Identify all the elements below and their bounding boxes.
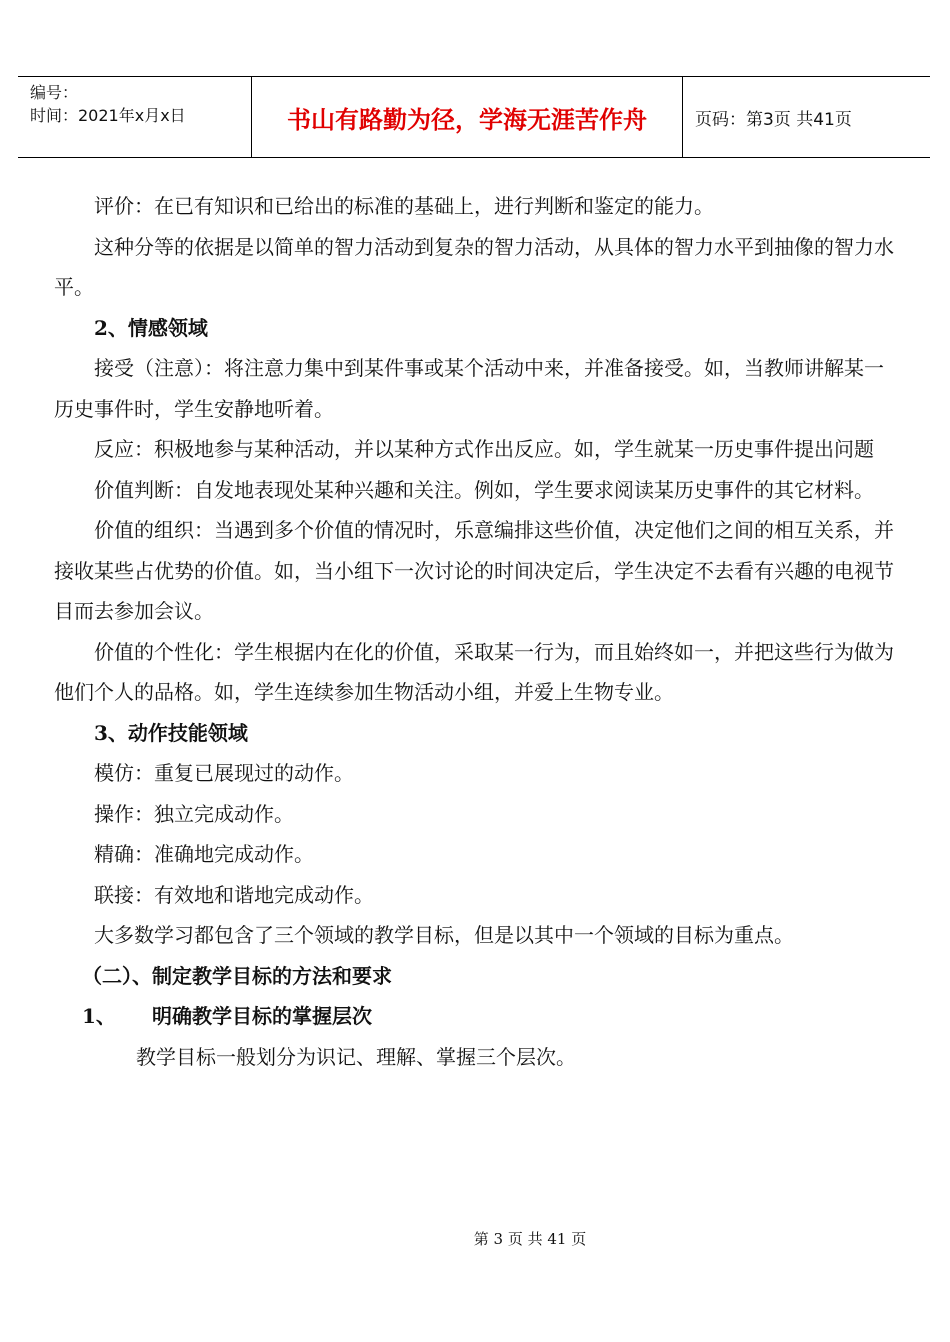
heading-affective-domain: 2、情感领域 [94,315,208,340]
paragraph-organization: 价值的组织：当遇到多个价值的情况时，乐意编排这些价值，决定他们之间的相互关系，并接收某些占优势的价值。如，当小组下一次讨论的时间决定后，学生决定不去看有兴趣的电视节目而去参加会议。 [54,518,894,623]
paragraph-manipulation: 操作：独立完成动作。 [94,801,294,826]
document-time-label: 时间：2021年x月x日 [30,106,186,125]
header-motto: 书山有路勤为径，学海无涯苦作舟 [252,77,683,157]
heading-section-two: （二）、制定教学目标的方法和要求 [82,963,392,988]
list-number: 1、 [82,1004,116,1028]
paragraph-summary: 大多数学习都包含了三个领域的教学目标，但是以其中一个领域的目标为重点。 [94,923,794,947]
document-body [54,186,896,1077]
paragraph-imitation: 模仿：重复已展现过的动作。 [94,761,354,785]
page-footer: 第 3 页 共 41 页 [473,1230,587,1248]
paragraph-precision: 精确：准确地完成动作。 [94,842,314,866]
document-number-label: 编号： [30,83,79,102]
header-page-code: 页码：第3页 共41页 [695,109,852,130]
paragraph-valuing: 价值判断：自发地表现处某种兴趣和关注。例如，学生要求阅读某历史事件的其它材料。 [94,477,874,502]
heading-mastery-levels-text: 明确教学目标的掌握层次 [152,1004,372,1028]
paragraph-mastery-levels: 教学目标一般划分为识记、理解、掌握三个层次。 [136,1044,576,1069]
paragraph-receiving: 接受（注意）：将注意力集中到某件事或某个活动中来，并准备接受。如，当教师讲解某一历史事件时，学生安静地听着。 [54,356,884,421]
paragraph-evaluation: 评价：在已有知识和已给出的标准的基础上，进行判断和鉴定的能力。 [94,194,714,218]
header-meta-cell [18,77,252,157]
paragraph-grading-basis: 这种分等的依据是以简单的智力活动到复杂的智力活动，从具体的智力水平到抽像的智力水平。 [54,234,894,299]
paragraph-responding: 反应：积极地参与某种活动，并以某种方式作出反应。如，学生就某一历史事件提出问题 [94,437,874,461]
page-header [18,76,930,158]
paragraph-articulation: 联接：有效地和谐地完成动作。 [94,882,374,907]
heading-psychomotor-domain: 3、动作技能领域 [94,720,248,745]
paragraph-characterization: 价值的个性化：学生根据内在化的价值，采取某一行为，而且始终如一，并把这些行为做为他们个人的品格。如，学生连续参加生物活动小组，并爱上生物专业。 [54,639,894,704]
heading-mastery-levels [54,996,896,1037]
